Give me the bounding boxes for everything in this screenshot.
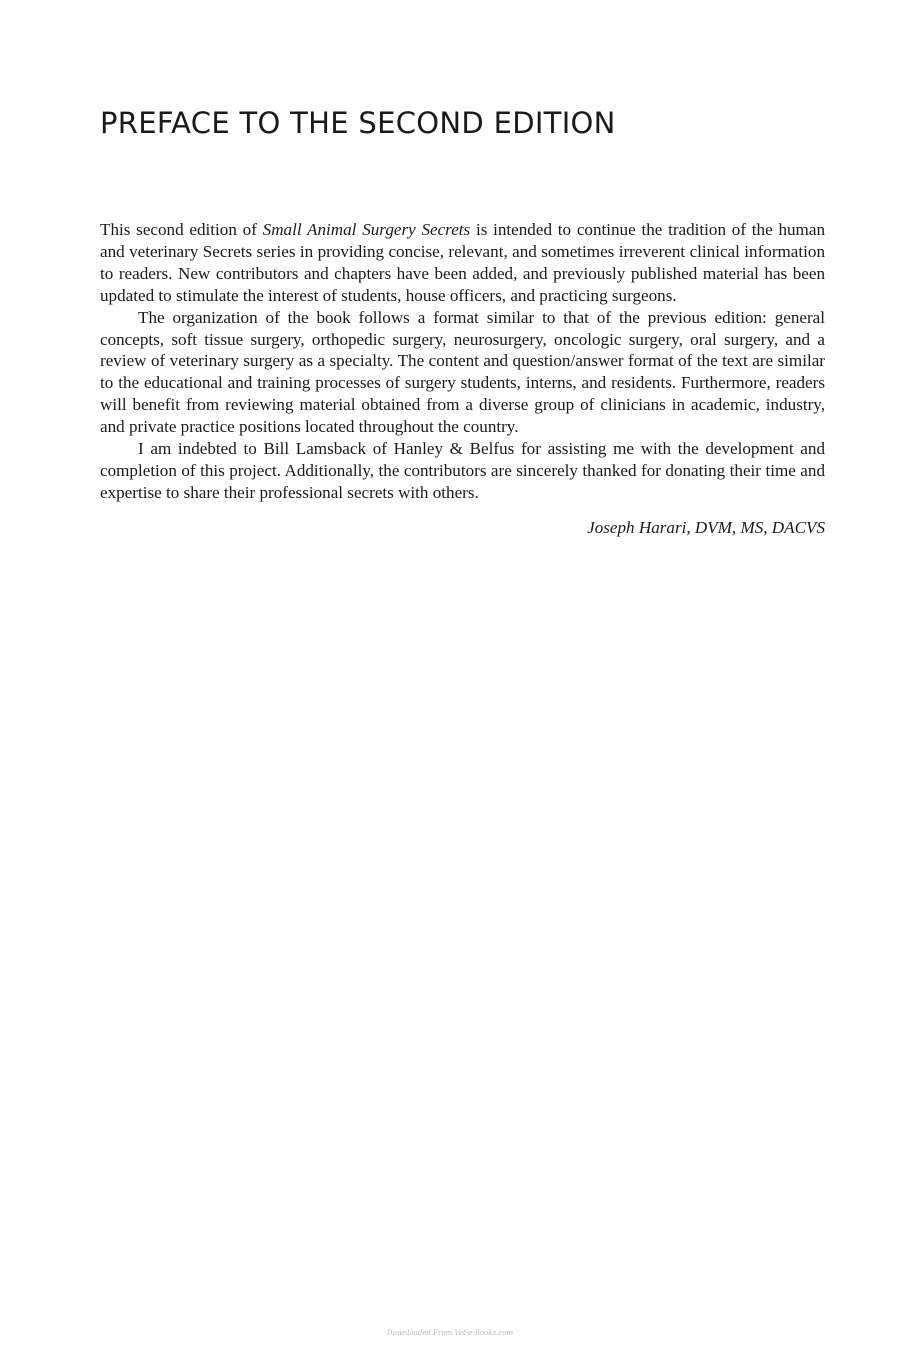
paragraph-1 [100, 219, 825, 307]
paragraph-1-after: is intended to continue the tradition of the human and veterinary Secrets series in providing concise, relevant, and sometimes irreverent clinical information to readers. New contributors and chapters have been added, and previously published material has been updated to stimulate the interest of students, house officers, and practicing surgeons. [100, 220, 825, 305]
book-title-italic: Small Animal Surgery Secrets [262, 220, 471, 239]
author-signature: Joseph Harari, DVM, MS, DACVS [587, 517, 825, 537]
preface-body [100, 219, 825, 539]
paragraph-2: The organization of the book follows a format similar to that of the previous edition: general concepts, soft tissue surgery, orthopedic surgery, neurosurgery, oncologic surgery, oral surgery, and a review of veterinary surgery as a specialty. The content and question/answer format of the text are similar to the educational and training processes of surgery students, interns, and residents. Furthermore, readers will benefit from reviewing material obtained from a diverse group of clinicians in academic, industry, and private practice positions located throughout the country. [100, 307, 825, 437]
paragraph-1-before: This second edition of [100, 220, 263, 239]
download-watermark: Downloaded From Vet-e-Books.com [386, 1329, 514, 1337]
paragraph-3: I am indebted to Bill Lamsback of Hanley & Belfus for assisting me with the development and completion of this project. Additionally, the contributors are sincerely thanked for donating their time and expertise to share their professional secrets with others. [100, 439, 825, 502]
page-title: PREFACE TO THE SECOND EDITION [100, 106, 616, 140]
